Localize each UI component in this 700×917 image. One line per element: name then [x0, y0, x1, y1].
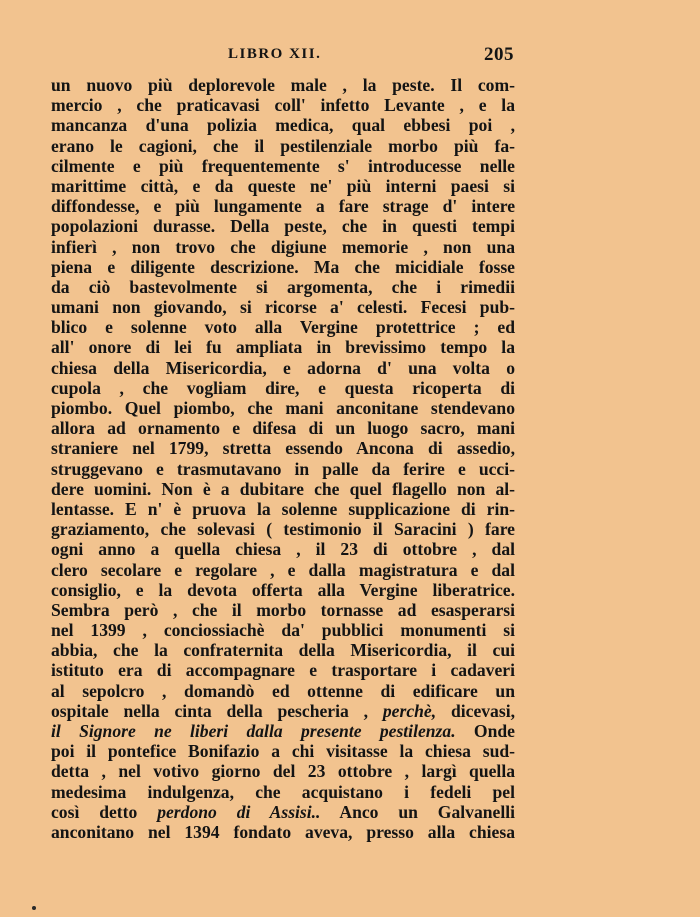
- text-line: mercio , che praticavasi coll' infetto Levante , e la: [51, 95, 515, 116]
- text-line: allora ad ornamento e difesa di un luogo sacro, mani: [51, 418, 515, 439]
- text-line: ogni anno a quella chiesa , il 23 di ottobre , dal: [51, 539, 515, 560]
- text-line: piena e diligente descrizione. Ma che micidiale fosse: [51, 256, 515, 277]
- text-line: blico e solenne voto alla Vergine protettrice ; ed: [51, 317, 515, 338]
- text-line-with-italic: il Signore ne liberi dalla presente pestilenza. Onde: [51, 721, 515, 741]
- text-line: poi il pontefice Bonifazio a chi visitasse la chiesa sud-: [51, 741, 515, 762]
- text-line: Sembra però , che il morbo tornasse ad esasperarsi: [51, 599, 515, 620]
- text-line: cupola , che vogliam dire, e questa ricoperta di: [51, 377, 515, 398]
- text-line: detta , nel votivo giorno del 23 ottobre , largì quella: [51, 761, 515, 782]
- stray-ink-mark: [32, 906, 36, 910]
- italic-phrase: perdono di Assisi..: [157, 801, 321, 822]
- text-line: graziamento, che solevasi ( testimonio il Saracini ) fare: [51, 519, 515, 540]
- text-line: anconitano nel 1394 fondato aveva, presso alla chiesa: [51, 821, 515, 842]
- text-line: al sepolcro , domandò ed ottenne di edificare un: [51, 680, 515, 701]
- italic-word: perchè,: [382, 700, 437, 721]
- text-line: nel 1399 , conciossiachè da' pubblici monumenti si: [51, 620, 515, 641]
- text-line: consiglio, e la devota offerta alla Vergine liberatrice.: [51, 579, 515, 600]
- page-body: [51, 75, 515, 842]
- text-line: abbia, che la confraternita della Misericordia, il cui: [51, 640, 515, 661]
- text-line: istituto era di accompagnare e trasportare i cadaveri: [51, 660, 515, 681]
- text-line: chiesa della Misericordia, e adorna d' una volta o: [51, 357, 515, 378]
- text-line: da ciò bastevolmente si argomenta, che i rimedii: [51, 276, 515, 297]
- text-line: mancanza d'una polizia medica, qual ebbesi poi ,: [51, 115, 515, 136]
- text-line: medesima indulgenza, che acquistano i fedeli pel: [51, 781, 515, 802]
- text-line: umani non giovando, si ricorse a' celesti. Fecesi pub-: [51, 297, 515, 318]
- text-line: straniere nel 1799, stretta essendo Ancona di assedio,: [51, 438, 515, 459]
- text-line: piombo. Quel piombo, che mani anconitane stendevano: [51, 398, 515, 418]
- text-line: lentasse. E n' è pruova la solenne supplicazione di rin-: [51, 498, 515, 519]
- text-line: all' onore di lei fu ampliata in brevissimo tempo la: [51, 337, 515, 358]
- text-line-with-italic: così detto perdono di Assisi.. Anco un Galvanelli: [51, 801, 516, 822]
- text-line: clero secolare e regolare , e dalla magistratura e dal: [51, 559, 515, 580]
- italic-phrase: il Signore ne liberi dalla presente pestilenza.: [51, 721, 456, 741]
- text-line: cilmente e più frequentemente s' introducesse nelle: [51, 155, 515, 176]
- text-line: struggevano e trasmutavano in palle da ferire e ucci-: [51, 458, 515, 479]
- text-line-with-italic: ospitale nella cinta della pescheria , perchè, dicevasi,: [51, 700, 515, 721]
- running-head: LIBRO XII.: [228, 46, 322, 62]
- text-line: popolazioni durasse. Della peste, che in questi tempi: [51, 216, 515, 237]
- text-line: marittime città, e da queste ne' più interni paesi si: [51, 175, 515, 196]
- page-number: 205: [484, 44, 514, 65]
- text-line: erano le cagioni, che il pestilenziale morbo più fa-: [51, 135, 515, 156]
- text-line: diffondesse, e più lungamente a fare strage d' intere: [51, 196, 515, 217]
- text-line: un nuovo più deplorevole male , la peste. Il com-: [51, 75, 515, 95]
- text-line: dere uomini. Non è a dubitare che quel flagello non al-: [51, 478, 515, 499]
- text-line: infierì , non trovo che digiune memorie , non una: [51, 236, 515, 257]
- page-header: [50, 44, 516, 70]
